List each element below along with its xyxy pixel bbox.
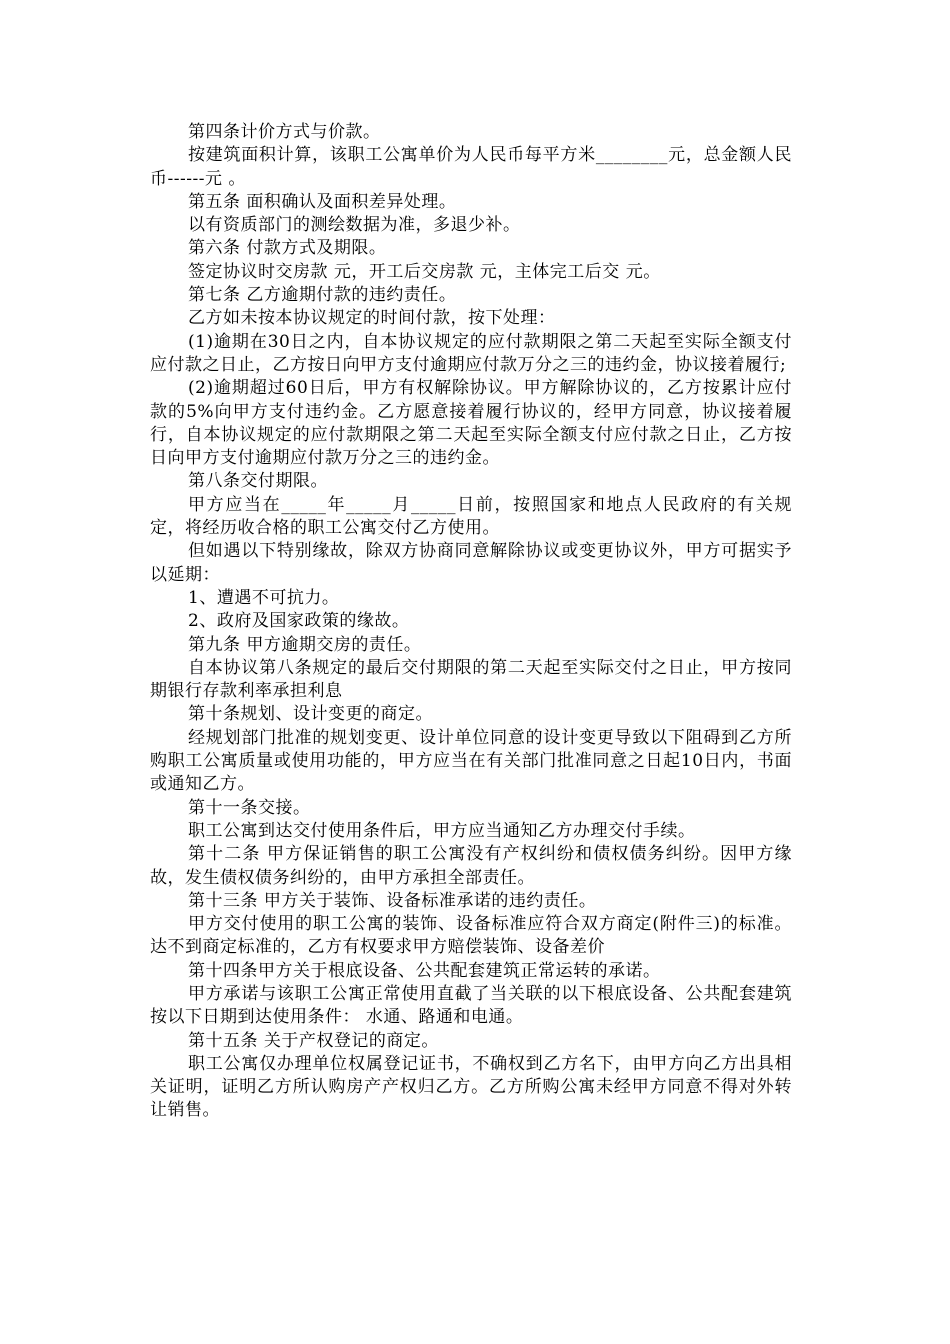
paragraph: 以有资质部门的测绘数据为准，多退少补。 xyxy=(188,215,521,236)
paragraph: (2)逾期超过60日后，甲方有权解除协议。甲方解除协议的，乙方按累计应付款的5%向甲方支付违约金。乙方愿意接着履行协议的，经甲方同意，协议接着履行，自本协议规定的应付款期限之第二天起至实际全额支付应付款之日止，乙方按日向甲方支付逾期应付款万分之三的违约金。 xyxy=(150,378,792,469)
paragraph: 乙方如未按本协议规定的时间付款，按下处理： xyxy=(188,308,556,329)
paragraph: 第六条 付款方式及期限。 xyxy=(188,238,387,259)
paragraph: 第九条 甲方逾期交房的责任。 xyxy=(188,634,422,655)
paragraph: 按建筑面积计算，该职工公寓单价为人民币每平方米________元，总金额人民币------元 。 xyxy=(150,145,792,189)
paragraph: 第十二条 甲方保证销售的职工公寓没有产权纠纷和债权债务纠纷。因甲方缘故，发生债权债务纠纷的，由甲方承担全部责任。 xyxy=(150,844,792,888)
paragraph: 但如遇以下特别缘故，除双方协商同意解除协议或变更协议外，甲方可据实予以延期： xyxy=(150,541,792,585)
paragraph: 2、政府及国家政策的缘故。 xyxy=(188,611,410,632)
paragraph: 第十四条甲方关于根底设备、公共配套建筑正常运转的承诺。 xyxy=(188,960,661,981)
paragraph: 甲方应当在_____年_____月_____日前，按照国家和地点人民政府的有关规定，将经历收合格的职工公寓交付乙方使用。 xyxy=(150,494,792,539)
paragraph: 第十一条交接。 xyxy=(188,797,311,818)
paragraph: 1、遭遇不可抗力。 xyxy=(188,587,340,608)
paragraph: 第七条 乙方逾期付款的违约责任。 xyxy=(188,285,457,306)
paragraph: 第八条交付期限。 xyxy=(188,471,328,492)
paragraph: 甲方承诺与该职工公寓正常使用直截了当关联的以下根底设备、公共配套建筑按以下日期到达使用条件： 水通、路通和电通。 xyxy=(150,983,792,1028)
paragraph: 甲方交付使用的职工公寓的装饰、设备标准应符合双方商定(附件三)的标准。达不到商定标准的，乙方有权要求甲方赔偿装饰、设备差价 xyxy=(150,914,792,958)
paragraph: (1)逾期在30日之内，自本协议规定的应付款期限之第二天起至实际全额支付应付款之日止，乙方按日向甲方支付逾期应付款万分之三的违约金，协议接着履行; xyxy=(150,331,792,375)
paragraph: 职工公寓仅办理单位权属登记证书，不确权到乙方名下，由甲方向乙方出具相关证明，证明乙方所认购房产产权归乙方。乙方所购公寓未经甲方同意不得对外转让销售。 xyxy=(150,1053,792,1121)
paragraph: 职工公寓到达交付使用条件后，甲方应当通知乙方办理交付手续。 xyxy=(188,820,696,841)
paragraph: 第十条规划、设计变更的商定。 xyxy=(188,704,433,725)
paragraph: 第四条计价方式与价款。 xyxy=(188,122,381,142)
paragraph: 签定协议时交房款 元，开工后交房款 元，主体完工后交 元。 xyxy=(188,261,661,282)
paragraph: 第五条 面积确认及面积差异处理。 xyxy=(188,191,457,212)
paragraph: 经规划部门批准的规划变更、设计单位同意的设计变更导致以下阻碍到乙方所购职工公寓质量或使用功能的，甲方应当在有关部门批准同意之日起10日内，书面或通知乙方。 xyxy=(150,727,792,795)
paragraph: 第十三条 甲方关于装饰、设备标准承诺的违约责任。 xyxy=(188,890,597,911)
contract-body xyxy=(150,121,792,1123)
paragraph: 自本协议第八条规定的最后交付期限的第二天起至实际交付之日止，甲方按同期银行存款利率承担利息 xyxy=(150,657,792,702)
paragraph: 第十五条 关于产权登记的商定。 xyxy=(188,1030,439,1051)
